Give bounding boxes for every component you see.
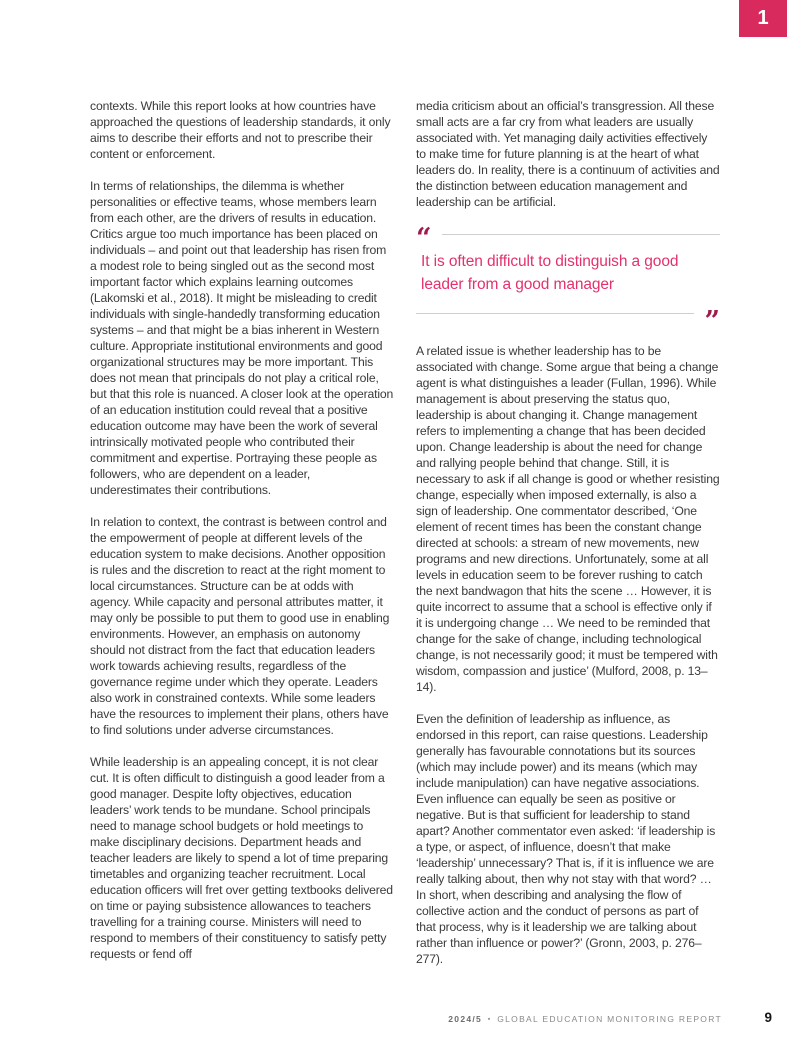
paragraph: A related issue is whether leadership has to be associated with change. Some argue that being a change agent is what distinguishes a leader (Fullan, 1996). While management is about preserving the status quo, leadership is about changing it. Change management refers to implementing a change that has been decided upon. Change leadership is about the need for change and rallying people behind that change. Still, it is necessary to ask if all change is good or whether resisting change, especially when imposed externally, is also a sign of leadership. One commentator described, ‘One element of recent times has been the constant change directed at schools: a stream of new movements, new programs and new directions. Unfortunately, some at all levels in education seem to be forever rushing to catch the next bandwagon that hits the scene … However, it is quite incorrect to assume that a school is effective only if it is undergoing change … We need to be reminded that change for the sake of change, including technological change, is not necessarily good; it must be tempered with wisdom, compassion and justice’ (Mulford, 2008, p. 13–14).	[416, 344, 720, 694]
paragraph: In relation to context, the contrast is between control and the empowerment of people at different levels of the education system to make decisions. Another opposition is rules and the discretion to react at the right moment to local circumstances. Structure can be at odds with agency. While capacity and personal attributes matter, it may only be possible to put them to good use in enabling environments. However, an emphasis on autonomy should not distract from the fact that education leaders work towards achieving results, regardless of the governance regime under which they operate. Leaders also work in constrained contexts. While some leaders have the resources to implement their plans, others have to find solutions under adverse circumstances.	[90, 515, 390, 737]
footer-running-title	[448, 1014, 722, 1024]
footer-report-title: GLOBAL EDUCATION MONITORING REPORT	[497, 1014, 722, 1024]
pull-quote	[416, 223, 720, 337]
right-column-bottom-paragraphs	[416, 343, 720, 967]
close-quote-icon: ”	[704, 306, 720, 337]
page-number: 9	[764, 1010, 772, 1025]
pull-quote-top-rule-row	[416, 223, 720, 254]
open-quote-icon: “	[416, 223, 432, 254]
right-column	[416, 98, 720, 983]
paragraph: Even the definition of leadership as influence, as endorsed in this report, can raise questions. Leadership generally has favourable connotations but its sources (which may include power) and its means (which may include manipulation) can have negative associations. Even influence can equally be seen as positive or negative. But is that sufficient for leadership to stand apart? Another commentator even asked: ‘if leadership is a type, or aspect, of influence, doesn’t that make ‘leadership’ unnecessary? That is, if it is influence we are really talking about, then why not stay with that word? … In short, when describing and analysing the flow of collective action and the conduct of persons as part of that process, why is it leadership we are talking about rather than influence or power?’ (Gronn, 2003, p. 276–277).	[416, 712, 716, 966]
footer-edition: 2024/5	[448, 1014, 483, 1024]
pull-quote-bottom-rule-row	[416, 305, 720, 337]
left-column	[90, 98, 394, 983]
paragraph: media criticism about an official’s transgression. All these small acts are a far cry from what leaders are usually associated with. Yet managing daily activities effectively to make time for future planning is at the heart of what leaders do. In reality, there is a continuum of activities and the distinction between education management and leadership can be artificial.	[416, 99, 720, 209]
footer-separator-icon: ▪	[487, 1016, 492, 1023]
pull-quote-text: It is often difficult to distinguish a good leader from a good manager	[421, 253, 679, 293]
divider-line	[416, 313, 694, 314]
page-content	[90, 98, 720, 983]
divider-line	[442, 234, 720, 235]
chapter-number-badge: 1	[739, 0, 787, 37]
paragraph: contexts. While this report looks at how countries have approached the questions of leadership standards, it only aims to describe their efforts and not to prescribe their content or enforcement.	[90, 99, 391, 161]
paragraph: While leadership is an appealing concept, it is not clear cut. It is often difficult to distinguish a good leader from a good manager. Despite lofty objectives, education leaders’ work tends to be mundane. School principals need to manage school budgets or hold meetings to make disciplinary decisions. Department heads and teacher leaders are likely to spend a lot of time preparing timetables and organizing teacher recruitment. Local education officers will fret over getting textbooks delivered on time or paying subsistence allowances to teachers travelling for a training course. Ministers will need to respond to members of their constituency to satisfy petty requests or fend off	[90, 755, 393, 961]
right-column-top-paragraphs	[416, 98, 720, 210]
paragraph: In terms of relationships, the dilemma is whether personalities or effective teams, whose members learn from each other, are the drivers of results in education. Critics argue too much importance has been placed on individuals – and point out that leadership has risen from a modest role to being singled out as the second most important factor which explains learning outcomes (Lakomski et al., 2018). It might be misleading to credit individuals with single-handedly transforming education systems – and that might be a bias inherent in Western culture. Appropriate institutional environments and good organizational structures may be more important. This does not mean that principals do not play a critical role, but that this role is nuanced. A closer look at the operation of an education institution could reveal that a positive education outcome may have been the work of several intrinsically motivated people who contributed their commitment and expertise. Portraying these people as followers, who are dependent on a leader, underestimates their contributions.	[90, 179, 394, 497]
page-footer	[0, 1012, 812, 1034]
